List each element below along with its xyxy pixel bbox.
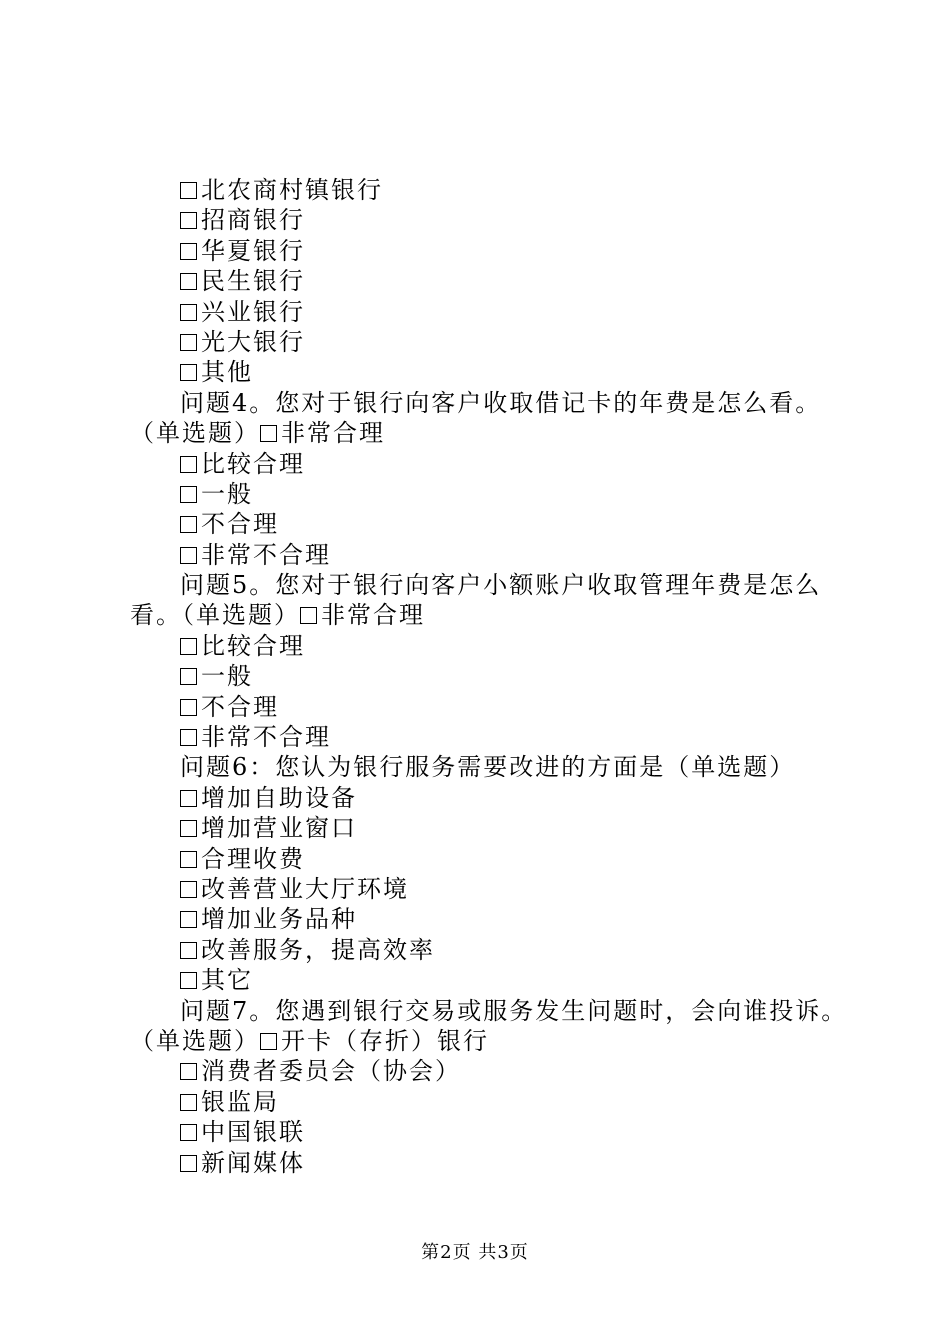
checkbox-icon[interactable] — [300, 607, 317, 624]
question-type-label: （单选题） — [130, 1026, 260, 1055]
option-label: 不合理 — [201, 510, 279, 539]
question-text: 问题5。您对于银行向客户小额账户收取管理年费是怎么 — [180, 571, 822, 600]
checkbox-icon[interactable] — [180, 699, 197, 716]
checkbox-icon[interactable] — [180, 547, 197, 564]
question-continuation — [130, 600, 850, 630]
option-label: 开卡（存折）银行 — [281, 1026, 489, 1055]
option-label: 不合理 — [201, 692, 279, 721]
option-label: 一般 — [201, 662, 253, 691]
checkbox-option[interactable] — [130, 965, 850, 995]
checkbox-option[interactable] — [130, 205, 850, 235]
checkbox-option[interactable] — [130, 783, 850, 813]
checkbox-icon[interactable] — [180, 881, 197, 898]
option-label: 增加自助设备 — [201, 783, 357, 812]
question-type-label: （单选题） — [130, 419, 260, 448]
option-label: 招商银行 — [201, 206, 305, 235]
checkbox-icon[interactable] — [180, 638, 197, 655]
checkbox-icon[interactable] — [180, 182, 197, 199]
checkbox-option[interactable] — [130, 692, 850, 722]
checkbox-icon[interactable] — [180, 243, 197, 260]
option-label: 光大银行 — [201, 327, 305, 356]
checkbox-option[interactable] — [130, 1117, 850, 1147]
option-label: 中国银联 — [201, 1118, 305, 1147]
option-label: 改善营业大厅环境 — [201, 874, 409, 903]
checkbox-option[interactable] — [130, 1056, 850, 1086]
checkbox-option[interactable] — [130, 357, 850, 387]
checkbox-icon[interactable] — [260, 425, 277, 442]
checkbox-option[interactable] — [130, 509, 850, 539]
checkbox-icon[interactable] — [180, 364, 197, 381]
checkbox-icon[interactable] — [180, 1094, 197, 1111]
checkbox-icon[interactable] — [180, 851, 197, 868]
option-label: 非常不合理 — [201, 723, 331, 752]
option-label: 比较合理 — [201, 449, 305, 478]
checkbox-option[interactable] — [130, 297, 850, 327]
checkbox-option[interactable] — [130, 1087, 850, 1117]
checkbox-icon[interactable] — [180, 212, 197, 229]
checkbox-option[interactable] — [130, 175, 850, 205]
checkbox-option[interactable] — [130, 327, 850, 357]
question-text: 问题6：您认为银行服务需要改进的方面是（单选题） — [180, 753, 796, 782]
checkbox-option[interactable] — [130, 904, 850, 934]
checkbox-option[interactable] — [130, 661, 850, 691]
checkbox-icon[interactable] — [180, 1063, 197, 1080]
checkbox-icon[interactable] — [260, 1033, 277, 1050]
option-label: 华夏银行 — [201, 236, 305, 265]
option-label: 其它 — [201, 966, 253, 995]
question-continuation — [130, 418, 850, 448]
question-type-label: 看。（单选题） — [130, 601, 300, 630]
checkbox-option[interactable] — [130, 874, 850, 904]
option-label: 非常合理 — [321, 601, 425, 630]
checkbox-icon[interactable] — [180, 668, 197, 685]
option-label: 一般 — [201, 479, 253, 508]
checkbox-icon[interactable] — [180, 820, 197, 837]
option-label: 兴业银行 — [201, 297, 305, 326]
option-label: 非常不合理 — [201, 540, 331, 569]
option-label: 比较合理 — [201, 631, 305, 660]
question-continuation — [130, 1026, 850, 1056]
checkbox-option[interactable] — [130, 266, 850, 296]
checkbox-icon[interactable] — [180, 486, 197, 503]
checkbox-option[interactable] — [130, 631, 850, 661]
checkbox-option[interactable] — [130, 844, 850, 874]
option-label: 合理收费 — [201, 844, 305, 873]
option-label: 增加营业窗口 — [201, 814, 357, 843]
checkbox-option[interactable] — [130, 540, 850, 570]
checkbox-option[interactable] — [130, 449, 850, 479]
option-label: 北农商村镇银行 — [201, 176, 383, 204]
checkbox-icon[interactable] — [180, 1155, 197, 1172]
checkbox-icon[interactable] — [180, 1124, 197, 1141]
option-label: 民生银行 — [201, 267, 305, 296]
checkbox-icon[interactable] — [180, 456, 197, 473]
option-label: 消费者委员会（协会） — [201, 1057, 461, 1086]
option-label: 非常合理 — [281, 419, 385, 448]
checkbox-option[interactable] — [130, 813, 850, 843]
option-label: 新闻媒体 — [201, 1148, 305, 1177]
checkbox-option[interactable] — [130, 479, 850, 509]
checkbox-icon[interactable] — [180, 516, 197, 533]
option-label: 银监局 — [201, 1087, 279, 1116]
checkbox-icon[interactable] — [180, 972, 197, 989]
option-label: 增加业务品种 — [201, 905, 357, 934]
checkbox-icon[interactable] — [180, 304, 197, 321]
checkbox-option[interactable] — [130, 236, 850, 266]
checkbox-icon[interactable] — [180, 334, 197, 351]
checkbox-option[interactable] — [130, 935, 850, 965]
checkbox-icon[interactable] — [180, 729, 197, 746]
checkbox-icon[interactable] — [180, 790, 197, 807]
page-footer: 第2页 共3页 — [421, 1242, 529, 1263]
option-label: 其他 — [201, 358, 253, 387]
checkbox-icon[interactable] — [180, 942, 197, 959]
option-label: 改善服务，提高效率 — [201, 935, 435, 964]
checkbox-option[interactable] — [130, 722, 850, 752]
question-text: 问题7。您遇到银行交易或服务发生问题时，会向谁投诉。 — [180, 996, 848, 1025]
checkbox-icon[interactable] — [180, 273, 197, 290]
checkbox-icon[interactable] — [180, 911, 197, 928]
survey-content — [130, 175, 850, 1178]
question-text: 问题4。您对于银行向客户收取借记卡的年费是怎么看。 — [180, 388, 822, 417]
checkbox-option[interactable] — [130, 1148, 850, 1178]
